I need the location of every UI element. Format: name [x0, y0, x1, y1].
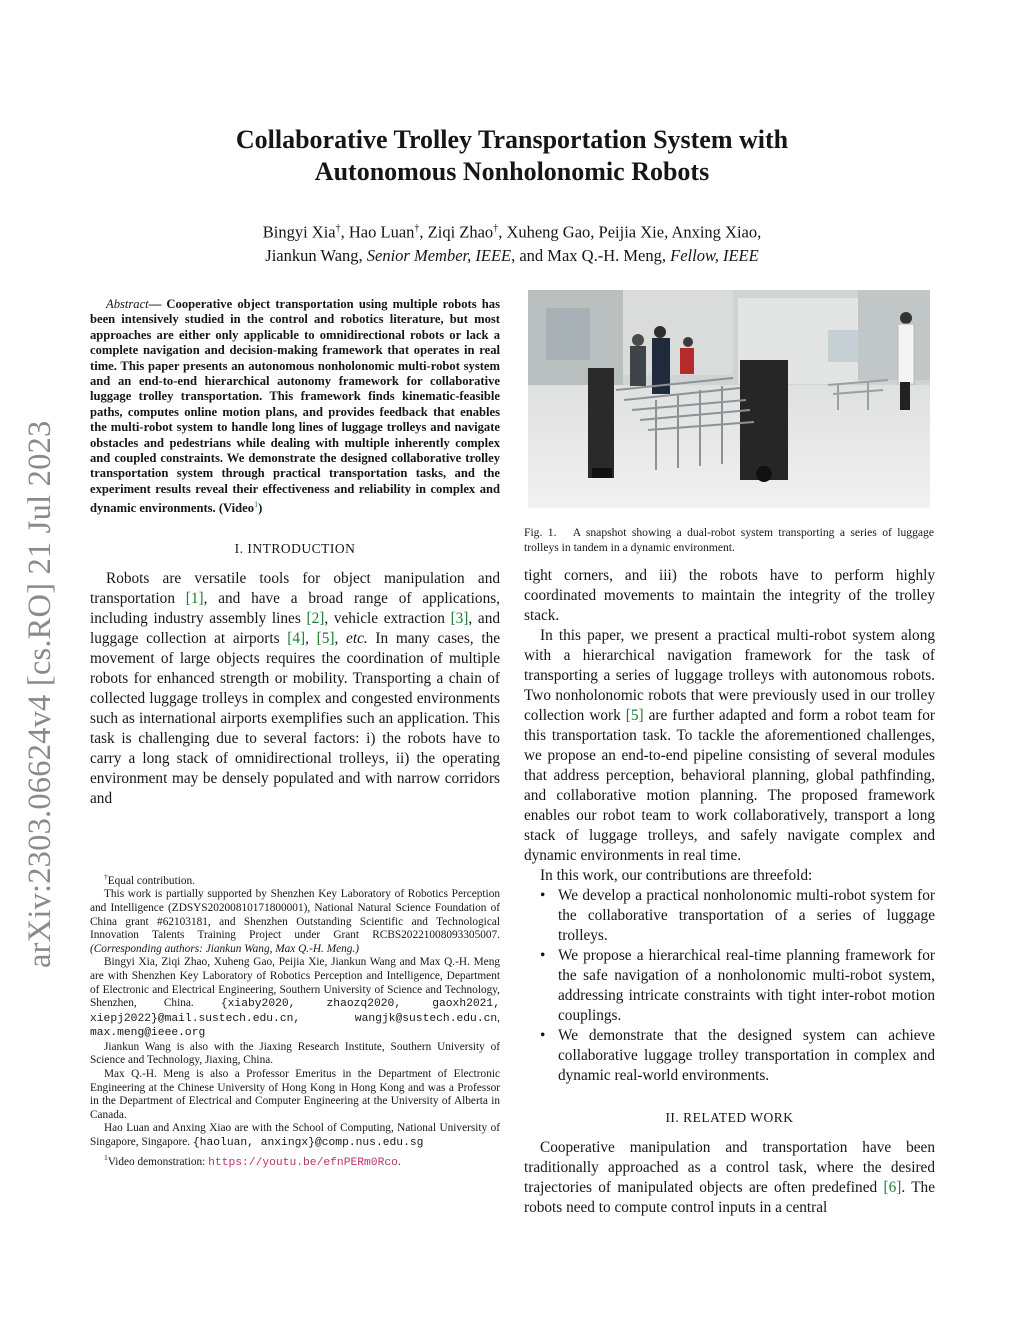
footnote-affiliation-2: Jiankun Wang is also with the Jiaxing Research Institute, Southern University of Science and Technology, Jiaxing, China.	[90, 1040, 500, 1067]
citation-link[interactable]: [6]	[883, 1179, 902, 1196]
contribution-list	[524, 886, 935, 1086]
related-work-paragraph: Cooperative manipulation and transportation have been traditionally approached as a control task, where the desired trajectories of manipulated objects are often predefined [6]. The robots need to compute control inputs in a central	[524, 1139, 935, 1216]
author-line-1: Bingyi Xia†, Hao Luan†, Ziqi Zhao†, Xuheng Gao, Peijia Xie, Anxing Xiao,	[262, 222, 762, 242]
footnote-equal: †Equal contribution.	[104, 872, 195, 887]
left-column	[90, 297, 500, 809]
citation-link[interactable]: [1]	[185, 589, 204, 607]
footnote-affiliation-3: Max Q.-H. Meng is also a Professor Emeritus in the Department of Electronic Engineering at the Chinese University of Hong Kong in Hong Kong and was a Professor in the Department of Electrical and Computer Engineering at the University of Alberta in Canada.	[90, 1068, 500, 1121]
title-line-2: Autonomous Nonholonomic Robots	[314, 157, 710, 186]
intro-continuation: tight corners, and iii) the robots have to perform highly coordinated movements to maintain the integrity of the trolley stack.	[524, 567, 935, 624]
abstract: Abstract— Cooperative object transportation using multiple robots has been intensively studied in the control and robotics literature, but most approaches are either only applicable to omnidirectional robots or lack a complete navigation and decision-making framework that operates in real time. This paper presents an autonomous nonholonomic multi-robot system and an end-to-end hierarchical autonomy framework for collaborative luggage trolley transportation. This framework finds kinematic-feasible paths, computes online motion plans, and provides feedback that enables the multi-robot system to handle long lines of luggage trolleys and navigate obstacles and pedestrians while dealing with multiple inherently complex and coupled constraints. We demonstrate the designed collaborative trolley transportation system through practical transportation tasks, and the experiment results reveal their effectiveness and reliability in complex and dynamic environments. (Video$^1$)	[90, 297, 500, 516]
citation-link[interactable]: [2]	[306, 609, 325, 627]
citation-link[interactable]: [3]	[450, 609, 469, 627]
footnotes	[90, 870, 500, 1170]
paper-overview-paragraph: In this paper, we present a practical multi-robot system along with a hierarchical navigation framework for the task of transporting a series of luggage trolleys with autonomous robots. Two nonholonomic robots that were previously used in our trolley collection work [5] are further adapted and form a robot team for this transportation task. To tackle the aforementioned challenges, we propose an end-to-end pipeline consisting of several modules that address perception, behavioral planning, global pathfinding, and collaborative motion planning. The proposed framework enables our robot team to work collaboratively, transport a long stack of luggage trolleys, and safely navigate complex and dynamic environments in real time.	[524, 627, 935, 864]
section-heading-introduction: I. INTRODUCTION	[234, 540, 356, 556]
citation-link[interactable]: [5]	[316, 629, 335, 647]
contributions-intro: In this work, our contributions are threefold:	[540, 867, 813, 884]
list-item: • We propose a hierarchical real-time planning framework for the safe navigation of a nonholonomic multi-robot system, addressing intricate constraints with tight inter-robot motion couplings.	[540, 947, 935, 1024]
footnote-support: This work is partially supported by Shenzhen Key Laboratory of Robotics Perception and Intelligence (ZDSYS20200810171800001), National Natural Science Foundation of China grant #62103181, and Shenzhen Outstanding Scientific and Technological Innovation Talents Training Project under Grant RCBS20221008093305007. (Corresponding authors: Jiankun Wang, Max Q.-H. Meng.)	[90, 888, 500, 955]
footnote-video: $^1$Video demonstration: https://youtu.be/efnPERm0Rco.	[104, 1152, 401, 1169]
list-item: • We develop a practical nonholonomic multi-robot system for the collaborative transportation of a series of luggage trolleys.	[540, 887, 935, 944]
arxiv-identifier: arXiv:2303.06624v4 [cs.RO] 21 Jul 2023	[22, 420, 58, 968]
footnote-affiliation-1: Bingyi Xia, Ziqi Zhao, Xuheng Gao, Peijia Xie, Jiankun Wang and Max Q.-H. Meng are with Shenzhen Key Laboratory of Robotics Perception and Intelligence, Department of Electronic and Electrical Engineering, Southern University of Science and Technology, Shenzhen, China. {xiaby2020, zhaozq2020, gaoxh2021, xiepj2022}@mail.sustech.edu.cn, wangjk@sustech.edu.cn, max.meng@ieee.org	[90, 956, 500, 1040]
list-item: • We demonstrate that the designed system can achieve collaborative luggage trolley transportation in complex and dynamic real-world environments.	[540, 1027, 935, 1084]
author-line-2: Jiankun Wang, Senior Member, IEEE, and Max Q.-H. Meng, Fellow, IEEE	[265, 245, 759, 265]
video-url-link[interactable]: https://youtu.be/efnPERm0Rco	[208, 1156, 398, 1169]
author-list	[0, 217, 1024, 267]
title-line-1: Collaborative Trolley Transportation System with	[235, 125, 789, 154]
robot-trolley-snapshot	[528, 290, 930, 508]
video-footnote-link[interactable]: 1	[254, 500, 259, 510]
citation-link[interactable]: [5]	[625, 707, 644, 724]
citation-link[interactable]: [4]	[287, 629, 306, 647]
right-column	[524, 566, 935, 1218]
footnote-affiliation-4: Hao Luan and Anxing Xiao are with the School of Computing, National University of Singapore, Singapore. {haoluan, anxingx}@comp.nus.edu.sg	[90, 1122, 500, 1150]
section-heading-related-work: II. RELATED WORK	[665, 1110, 794, 1125]
intro-paragraph: Robots are versatile tools for object manipulation and transportation [1], and have a broad range of applications, including industry assembly lines [2], vehicle extraction [3], and luggage collection at airports [4], [5], etc. In many cases, the movement of large objects requires the coordination of multiple robots for enhanced strength or mobility. Transporting a chain of collected luggage trolleys in complex and congested environments such as international airports exemplifies such an application. This task is challenging due to several factors: i) the robots have to carry a long stack of omnidirectional trolleys, ii) the operating environment may be densely populated and with narrow corridors and	[90, 569, 501, 807]
figure-1-photo	[528, 290, 930, 508]
figure-1-caption: Fig. 1. A snapshot showing a dual-robot system transporting a series of luggage trolleys in tandem in a dynamic environment.	[524, 526, 934, 554]
paper-title	[0, 124, 1024, 188]
